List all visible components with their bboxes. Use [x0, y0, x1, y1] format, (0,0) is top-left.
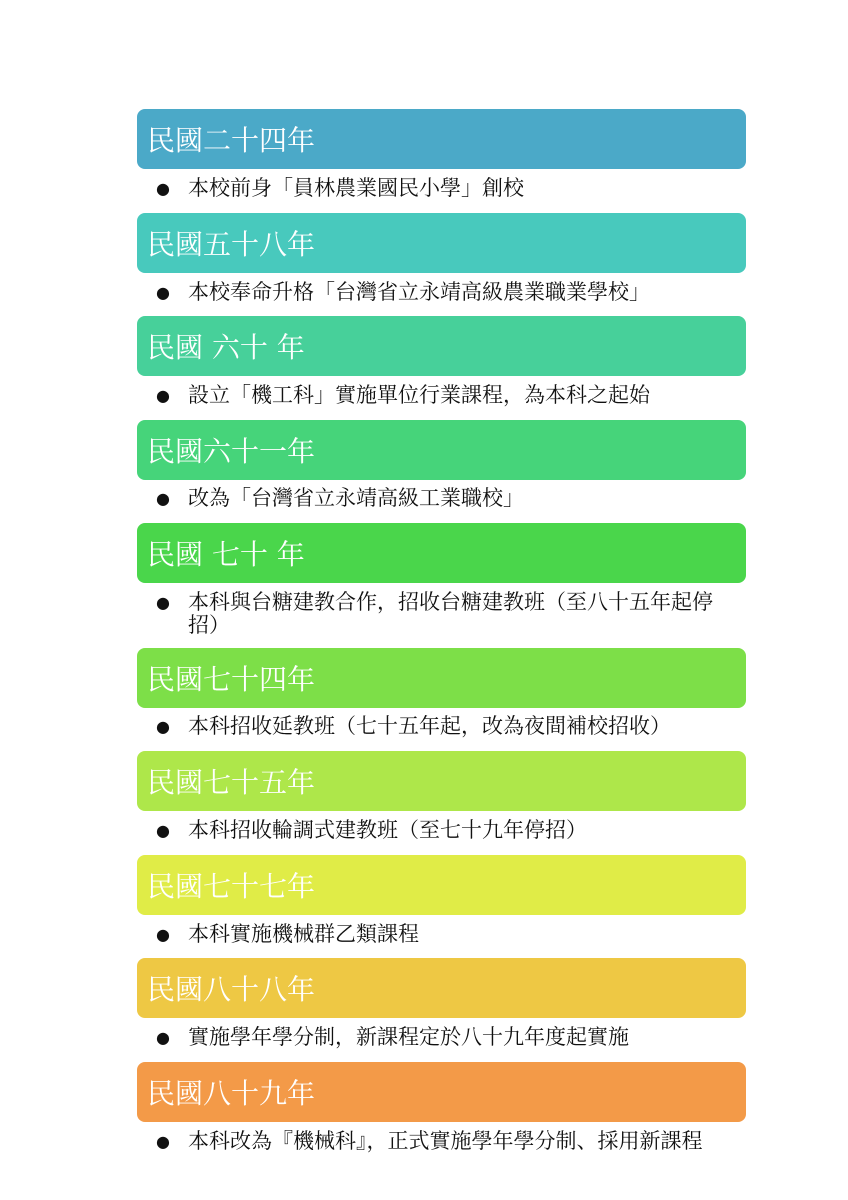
item-text: 本科招收輪調式建教班（至七十九年停招） — [188, 818, 587, 842]
item-text: 本科實施機械群乙類課程 — [188, 922, 419, 946]
item-text: 本校前身「員林農業國民小學」創校 — [188, 176, 524, 200]
item-text: 本科改為『機械科』，正式實施學年學分制、採用新課程 — [188, 1129, 703, 1153]
item-text: 本科與台糖建教合作，招收台糖建教班（至八十五年起停招） — [188, 590, 713, 637]
timeline-item — [156, 487, 716, 510]
bullet-icon: ● — [156, 1028, 170, 1047]
timeline-item — [156, 923, 716, 946]
year-header: 民國 七十 年 — [137, 523, 746, 583]
year-header: 民國二十四年 — [137, 109, 746, 169]
bullet-icon: ● — [156, 179, 170, 198]
timeline-item — [156, 281, 716, 304]
year-header: 民國七十七年 — [137, 855, 746, 915]
year-header: 民國五十八年 — [137, 213, 746, 273]
year-header: 民國六十一年 — [137, 420, 746, 480]
timeline-item — [156, 819, 716, 842]
bullet-icon: ● — [156, 717, 170, 736]
timeline-item — [156, 591, 716, 637]
bullet-icon: ● — [156, 283, 170, 302]
item-text: 改為「台灣省立永靖高級工業職校」 — [188, 486, 524, 510]
bullet-icon: ● — [156, 821, 170, 840]
item-text: 實施學年學分制，新課程定於八十九年度起實施 — [188, 1025, 629, 1049]
timeline-item — [156, 177, 716, 200]
year-header: 民國 六十 年 — [137, 316, 746, 376]
year-header: 民國八十八年 — [137, 958, 746, 1018]
bullet-icon: ● — [156, 1132, 170, 1151]
item-text: 本校奉命升格「台灣省立永靖高級農業職業學校」 — [188, 280, 650, 304]
bullet-icon: ● — [156, 489, 170, 508]
item-text: 本科招收延教班（七十五年起，改為夜間補校招收） — [188, 715, 671, 738]
year-header: 民國七十五年 — [137, 751, 746, 811]
year-header: 民國八十九年 — [137, 1062, 746, 1122]
bullet-icon: ● — [156, 925, 170, 944]
timeline-item — [156, 1026, 716, 1049]
bullet-icon: ● — [156, 593, 170, 612]
year-header: 民國七十四年 — [137, 648, 746, 708]
item-text: 設立「機工科」實施單位行業課程，為本科之起始 — [188, 383, 650, 407]
timeline-item — [156, 384, 716, 407]
timeline-item — [156, 715, 716, 739]
bullet-icon: ● — [156, 386, 170, 405]
timeline-item — [156, 1130, 716, 1153]
